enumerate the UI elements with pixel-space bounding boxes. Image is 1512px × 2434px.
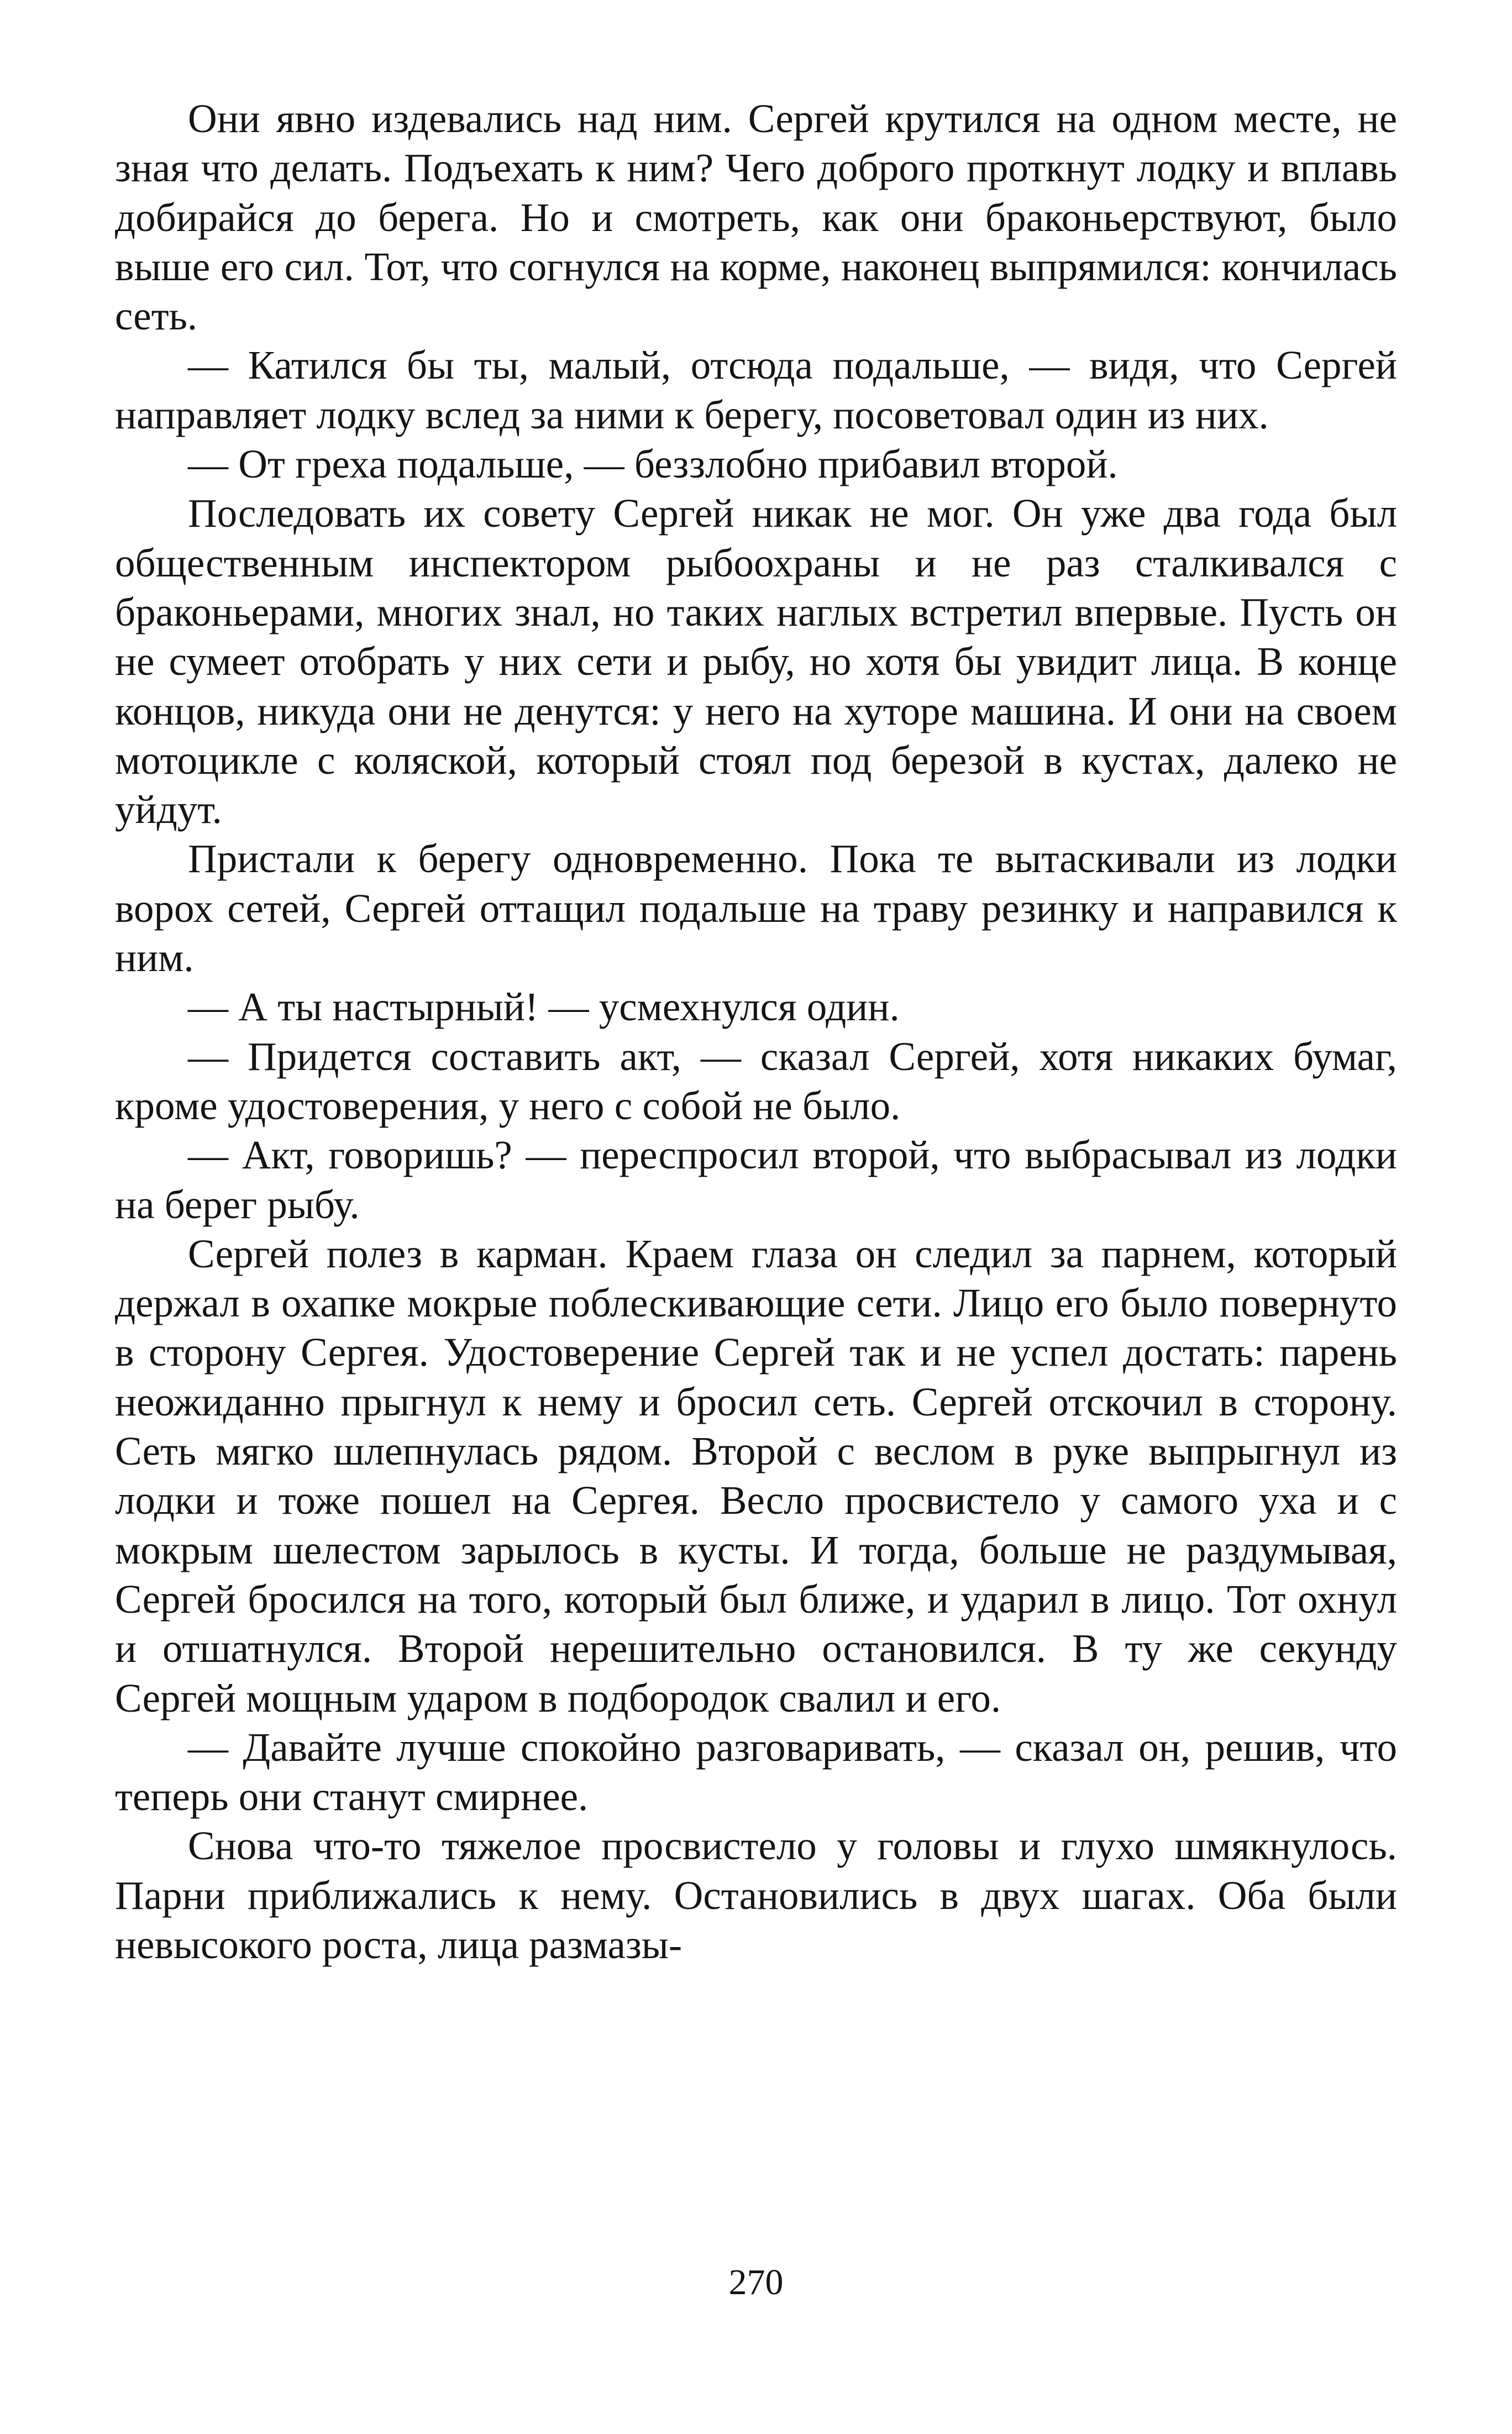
paragraph-11: Снова что-то тяжелое просвистело у головы и глухо шмякнулось. Парни приближались к нему. Остановились в двух шагах. Оба были невысокого роста, лица размазы- <box>115 1823 1397 1967</box>
page-text <box>115 94 1397 1969</box>
paragraph-6: — А ты настырный! — усмехнулся один. <box>188 984 900 1030</box>
page-number: 270 <box>728 2262 784 2302</box>
paragraph-1: Они явно издевались над ним. Сергей крутился на одном месте, не зная что делать. Подъехать к ним? Чего доброго проткнут лодку и вплавь добирайся до берега. Но и смотреть, как они браконьерствуют, было выше его сил. Тот, что согнулся на корме, наконец выпрямился: кончилась сеть. <box>115 96 1397 339</box>
paragraph-2: — Катился бы ты, малый, отсюда подальше, — видя, что Сергей направляет лодку вслед за ними к берегу, посоветовал один из них. <box>115 343 1397 437</box>
paragraph-8: — Акт, говоришь? — переспросил второй, что выбрасывал из лодки на берег рыбу. <box>115 1132 1397 1227</box>
paragraph-9: Сергей полез в карман. Краем глаза он следил за парнем, который держал в охапке мокрые поблескивающие сети. Лицо его было повернуто в сторону Сергея. Удостоверение Сергей так и не успел достать: парень неожиданно прыгнул к нему и бросил сеть. Сергей отскочил в сторону. Сеть мягко шлепнулась рядом. Второй с веслом в руке выпрыгнул из лодки и тоже пошел на Сергея. Весло просвистело у самого уха и с мокрым шелестом зарылось в кусты. И тогда, больше не раздумывая, Сергей бросился на того, который был ближе, и ударил в лицо. Тот охнул и отшатнулся. Второй нерешительно остановился. В ту же секунду Сергей мощным ударом в подбородок свалил и его. <box>115 1231 1397 1720</box>
paragraph-10: — Давайте лучше спокойно разговаривать, — сказал он, решив, что теперь они станут смирнее. <box>115 1724 1397 1819</box>
paragraph-3: — От греха подальше, — беззлобно прибавил второй. <box>188 442 1118 487</box>
paragraph-5: Пристали к берегу одновременно. Пока те вытаскивали из лодки ворох сетей, Сергей оттащил подальше на траву резинку и направился к ним. <box>115 836 1397 980</box>
paragraph-7: — Придется составить акт, — сказал Сергей, хотя никаких бумаг, кроме удостоверения, у него с собой не было. <box>115 1034 1397 1128</box>
paragraph-4: Последовать их совету Сергей никак не мог. Он уже два года был общественным инспектором рыбоохраны и не раз сталкивался с браконьерами, многих знал, но таких наглых встретил впервые. Пусть он не сумеет отобрать у них сети и рыбу, но хотя бы увидит лица. В конце концов, никуда они не денутся: у него на хуторе машина. И они на своем мотоцикле с коляской, который стоял под березой в кустах, далеко не уйдут. <box>115 491 1397 832</box>
